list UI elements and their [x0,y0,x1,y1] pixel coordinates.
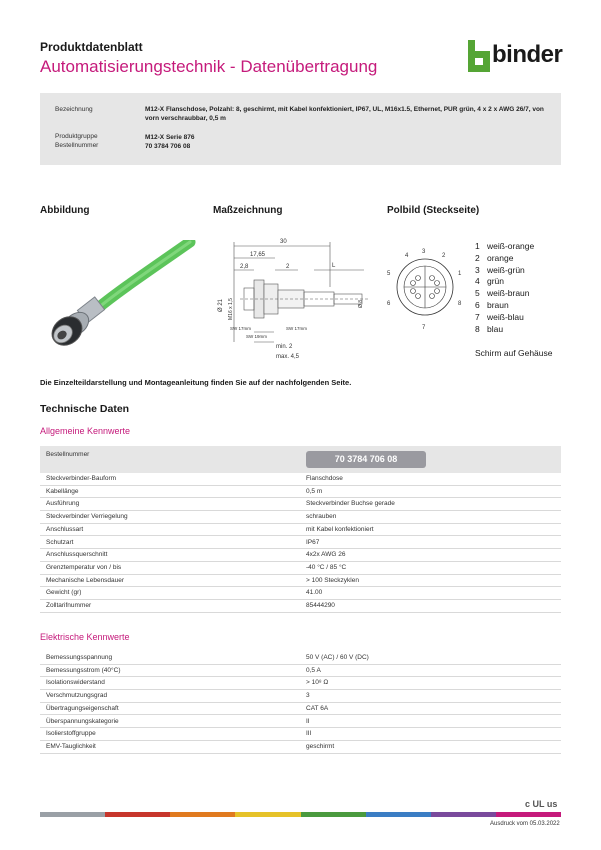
row-label: Anschlussart [46,525,84,533]
row-value: III [306,730,312,738]
pin-legend-item [475,288,534,300]
row-value: 41.00 [306,589,323,597]
category-title: Automatisierungstechnik - Datenübertragung [40,57,378,76]
table-row [40,587,561,600]
table-row [40,677,561,690]
pin-num-5: 5 [387,271,391,277]
row-label: Anschlussquerschnitt [46,551,108,559]
heading-polbild: Polbild (Steckseite) [387,205,480,216]
pin-number: 7 [475,311,480,322]
pin-color: weiß-grün [487,264,525,275]
footer-color-bar [105,812,170,817]
row-value: 3 [306,692,310,700]
footer-color-bar [235,812,300,817]
row-label: EMV-Tauglichkeit [46,742,96,750]
min2-label: min. 2 [276,344,293,350]
sw17b-label: SW 17mm [286,326,308,331]
row-label: Verschmutzungsgrad [46,692,108,700]
dim-1765: 17,65 [250,252,266,258]
order-number-badge: 70 3784 706 08 [306,451,426,468]
pin-number: 1 [475,241,480,251]
value-bestellnummer: 70 3784 706 08 [145,143,191,150]
row-label: Bemessungsstrom (40°C) [46,666,121,674]
pin-legend-item [475,324,534,336]
row-label: Isolationswiderstand [46,679,105,687]
pin-color: braun [487,299,509,310]
shield-note: Schirm auf Gehäuse [475,348,553,358]
tech-data-heading: Technische Daten [40,403,130,415]
pin-legend-item [475,300,534,312]
pin-legend-item [475,265,534,277]
pin-color: weiß-blau [487,311,524,322]
dim-30: 30 [280,239,287,245]
table-row [40,652,561,665]
row-label: Steckverbinder-Bauform [46,475,117,482]
pin-legend-item [475,253,534,265]
print-date: Ausdruck vom 05.03.2022 [490,821,560,827]
order-number-header [40,446,561,473]
footer-color-bar [170,812,235,817]
row-label: Gewicht (gr) [46,589,82,597]
row-value: -40 °C / 85 °C [306,563,347,571]
max45-label: max. 4,5 [276,354,300,360]
heading-masszeichnung: Maßzeichnung [213,205,283,216]
pin-number: 8 [475,323,480,334]
row-value: Steckverbinder Buchse gerade [306,500,395,508]
dim-2: 2 [286,264,290,270]
row-value: Flanschdose [306,475,343,482]
row-value: > 100 Steckzyklen [306,576,359,584]
row-label: Schutzart [46,538,74,546]
heading-abbildung: Abbildung [40,205,90,216]
pin-number: 4 [475,276,480,287]
pin-number: 2 [475,252,480,263]
label-produktgruppe: Produktgruppe [55,133,98,140]
pin-color: grün [487,276,505,287]
row-value: geschirmt [306,742,335,750]
row-label: Zolltarifnummer [46,602,92,609]
label-bezeichnung: Bezeichnung [55,106,93,113]
ul-certification-mark: c UL us [525,799,558,809]
pin-color: weiß-braun [487,288,530,299]
table-row [40,549,561,562]
row-label: Kabellänge [46,487,79,495]
assembly-note: Die Einzelteildarstellung und Montageanleitung finden Sie auf der nachfolgenden Seite. [40,378,352,387]
pin-number: 5 [475,288,480,299]
dimension-drawing [212,232,377,367]
pin-number: 3 [475,264,480,275]
dim-d8: Ø 8 [358,299,364,308]
row-label: Isolierstoffgruppe [46,730,96,738]
row-label: Steckverbinder Verriegelung [46,513,128,521]
row-value: II [306,717,310,725]
pin-legend-item [475,241,534,253]
doc-type-title: Produktdatenblatt [40,40,143,54]
product-image [40,240,200,350]
table-row [40,600,561,613]
pin-legend-item [475,312,534,324]
dim-28: 2,8 [240,264,249,270]
table-row [40,728,561,741]
footer-color-bar [496,812,561,817]
logo-text: binder [492,41,563,68]
row-value: CAT 6A [306,704,329,712]
pinout-diagram [385,245,465,335]
row-value: 0,5 m [306,487,323,495]
pin-num-6: 6 [387,301,391,307]
table-row [40,537,561,550]
row-value: IP67 [306,538,320,546]
header-label: Bestellnummer [46,451,90,458]
value-produktgruppe: M12-X Serie 876 [145,134,195,141]
pin-color: blau [487,323,504,334]
value-bezeichnung: M12-X Flanschdose, Polzahl: 8, geschirmt, mit Kabel konfektioniert, IP67, UL, M16x1.5, Ethernet, PUR grün, 4 x 2 x AWG 26/7, von vorn verschraubbar, 0,5 m [145,106,544,122]
binder-logo-icon [468,40,490,72]
binder-logo [468,40,563,72]
pin-number: 6 [475,299,480,310]
footer-color-bar [301,812,366,817]
row-value: 4x2x AWG 26 [306,551,346,559]
row-label: Übertragungseigenschaft [46,704,119,712]
row-value: 50 V (AC) / 60 V (DC) [306,654,369,661]
table-row [40,690,561,703]
pin-legend-item [475,276,534,288]
footer-color-bar [366,812,431,817]
pin-color: weiß-orange [487,241,535,251]
row-label: Überspannungskategorie [46,717,119,725]
table-row [40,562,561,575]
pin-color: orange [487,252,514,263]
dim-l: L [332,263,336,269]
table-row [40,575,561,588]
table-row [40,473,561,486]
pin-num-4: 4 [405,253,409,259]
pin-num-3: 3 [422,249,426,255]
table-row [40,665,561,678]
table-row [40,524,561,537]
pin-num-7: 7 [422,325,426,331]
sw17-label: SW 17mm [230,326,252,331]
table-row [40,741,561,754]
table-row [40,703,561,716]
dim-d21: Ø 21 [218,298,224,312]
electrical-heading: Elektrische Kennwerte [40,632,130,642]
dim-m16: M16 x 1,5 [228,298,234,320]
row-label: Grenztemperatur von / bis [46,563,122,571]
row-value: mit Kabel konfektioniert [306,525,374,533]
pin-num-2: 2 [442,253,446,259]
row-value: 0,5 A [306,666,321,674]
sw19-label: SW 19mm [246,334,268,339]
pin-num-1: 1 [458,271,462,277]
table-row [40,511,561,524]
row-label: Mechanische Lebensdauer [46,576,125,584]
general-heading: Allgemeine Kennwerte [40,426,131,436]
footer-color-bar [431,812,496,817]
table-row [40,498,561,511]
product-info-box [40,93,561,165]
row-value: 85444290 [306,602,335,609]
footer-color-bar [40,812,105,817]
table-row [40,716,561,729]
pin-num-8: 8 [458,301,462,307]
row-label: Bemessungsspannung [46,654,113,661]
row-value: > 10⁸ Ω [306,679,329,687]
row-label: Ausführung [46,500,80,508]
label-bestellnummer: Bestellnummer [55,142,99,149]
row-value: schrauben [306,513,337,521]
pin-legend [475,241,534,335]
table-row [40,486,561,499]
